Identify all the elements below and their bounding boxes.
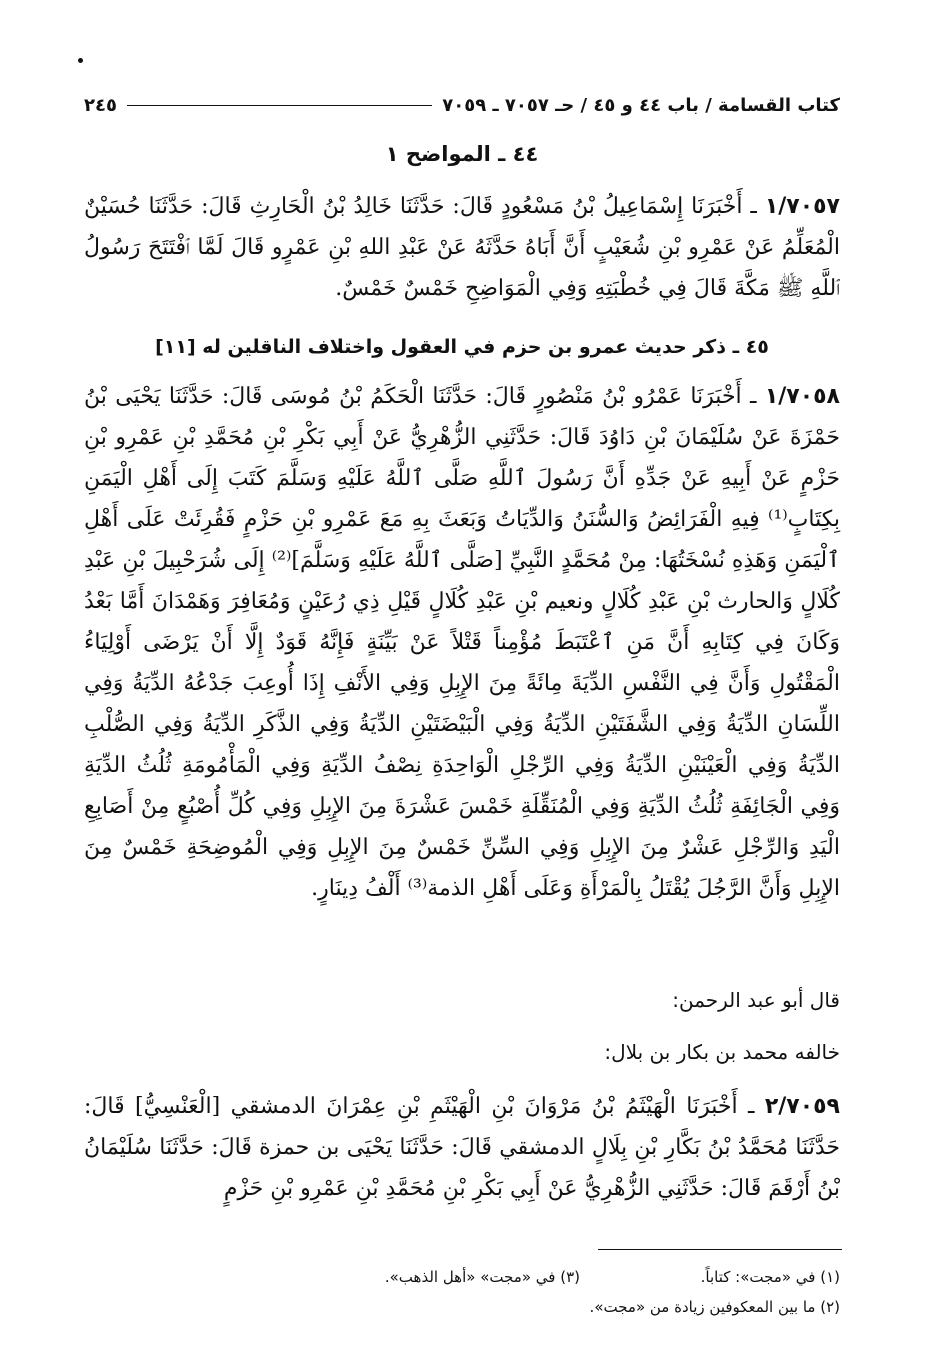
footnote-rule <box>598 1249 842 1250</box>
footnotes <box>84 1262 840 1322</box>
hadith-7057 <box>84 186 840 326</box>
footnote-3: (٣) في «مجت» «أهل الذهب». <box>384 1268 580 1286</box>
divergence-note: خالفه محمد بن بكار بن بلال: <box>604 1040 840 1064</box>
hadith-text: ـ أَخْبَرَنَا عَمْرُو بْنُ مَنْصُورٍ قَالَ: حَدَّثَنَا الْحَكَمُ بْنُ مُوسَى قَالَ: حَدَّثَنَا يَحْيَى بْنُ حَمْزَةَ عَنْ سُلَيْمَانَ بْنِ دَاوُدَ قَالَ: حَدَّثَنِي الزُّهْرِيُّ عَنْ أَبِي بَكْرِ بْنِ مُحَمَّدِ بْنِ عَمْرِو بْنِ حَزْمٍ عَنْ أَبِيهِ عَنْ جَدِّهِ أَنَّ رَسُولَ ٱللَّهِ صَلَّى ٱللَّهُ عَلَيْهِ وَسَلَّمَ كَتَبَ إِلَى أَهْلِ الْيَمَنِ بِكِتَابٍ⁽¹⁾ فِيهِ الْفَرَائِضُ وَالسُّنَنُ وَالدِّيَاتُ وَبَعَثَ بِهِ مَعَ عَمْرِو بْنِ حَزْمٍ فَقُرِئَتْ عَلَى أَهْلِ ٱلْيَمَنِ وَهَذِهِ نُسْخَتُهَا: مِنْ مُحَمَّدٍ النَّبِيِّ [صَلَّى ٱللَّهُ عَلَيْهِ وَسَلَّمَ]⁽²⁾ إِلَى شُرَحْبِيلَ بْنِ عَبْدِ كُلَالٍ وَالحارث بْنِ عَبْدِ كُلَالٍ ونعيم بْنِ عَبْدِ كُلَالٍ قَيْلِ ذِي رُعَيْنٍ وَمُعَافِرَ وَهَمْدَانَ أَمَّا بَعْدُ وَكَانَ فِي كِتَابِهِ أَنَّ مَنِ ٱعْتَبَطَ مُؤْمِناً قَتْلاً عَنْ بَيِّنَةٍ فَإِنَّهُ قَوَدٌ إِلَّا أَنْ يَرْضَى أَوْلِيَاءُ الْمَقْتُولِ وَأَنَّ فِي النَّفْسِ الدِّيَةَ مِائَةً مِنَ الإِبِلِ وَفِي الأَنْفِ إِذَا أُوعِبَ جَدْعُهُ الدِّيَةُ وَفِي اللِّسَانِ الدِّيَةُ وَفِي الشَّفَتَيْنِ الدِّيَةُ وَفِي الْبَيْضَتَيْنِ الدِّيَةُ وَفِي الذَّكَرِ الدِّيَةُ وَفِي الصُّلْبِ الدِّيَةُ وَفِي الْعَيْنَيْنِ الدِّيَةُ وَفِي الرِّجْلِ الْوَاحِدَةِ نِصْفُ الدِّيَةِ وَفِي الْمَأْمُومَةِ ثُلُثُ الدِّيَةِ وَفِي الْجَائِفَةِ ثُلُثُ الدِّيَةِ وَفِي الْمُنَقِّلَةِ خَمْسَ عَشْرَةَ مِنَ الإِبِلِ وَفِي كُلِّ أُصْبُعٍ مِنْ أَصَابِعِ الْيَدِ وَالرِّجْلِ عَشْرٌ مِنَ الإِبِلِ وَفِي السِّنِّ خَمْسٌ مِنَ الإِبِلِ وَفِي الْمُوضِحَةِ خَمْسٌ مِنَ الإِبِلِ وَأَنَّ الرَّجُلَ يُقْتَلُ بِالْمَرْأَةِ وَعَلَى أَهْلِ الذمة⁽³⁾ أَلْفُ دِينَارٍ. <box>84 384 840 901</box>
hadith-7058 <box>84 376 840 986</box>
ink-dot <box>78 58 83 63</box>
chapter-title: ٤٤ ـ المواضح ١ <box>385 142 539 166</box>
author-note: قال أبو عبد الرحمن: <box>672 988 840 1012</box>
hadith-number: ١/٧٠٥٧ <box>764 194 840 219</box>
footnote-2: (٢) ما بين المعكوفين زيادة من «مجت». <box>589 1298 840 1316</box>
footnote-1: (١) في «مجت»: كتاباً. <box>700 1268 840 1286</box>
hadith-7059 <box>84 1086 840 1216</box>
footnote-row <box>84 1292 840 1322</box>
hadith-text: ـ أَخْبَرَنَا إِسْمَاعِيلُ بْنُ مَسْعُودٍ قَالَ: حَدَّثَنَا خَالِدُ بْنُ الْحَارِثِ قَالَ: حَدَّثَنَا حُسَيْنٌ الْمُعَلِّمُ عَنْ عَمْرِو بْنِ شُعَيْبٍ أَنَّ أَبَاهُ حَدَّثَهُ عَنْ عَبْدِ اللهِ بْنِ عَمْرٍو قَالَ لَمَّا ٱفْتَتَحَ رَسُولُ ٱللَّهِ ﷺ مَكَّةَ قَالَ فِي خُطْبَتِهِ وَفِي الْمَوَاضِحِ خَمْسٌ خَمْسٌ. <box>84 194 840 301</box>
header-title: كتاب القسامة / باب ٤٤ و ٤٥ / حـ ٧٠٥٧ ـ ٧٠٥٩ <box>442 94 840 116</box>
footnote-row <box>84 1262 840 1292</box>
page-number: ٢٤٥ <box>84 94 117 116</box>
running-header <box>84 92 840 118</box>
hadith-text: ـ أَخْبَرَنَا الْهَيْثَمُ بْنُ مَرْوَانَ بْنِ الْهَيْثَمِ بْنِ عِمْرَانَ الدمشقي [الْعَنْسِيُّ] قَالَ: حَدَّثَنَا مُحَمَّدُ بْنُ بَكَّارِ بْنِ بِلَالٍ الدمشقي قَالَ: حَدَّثَنَا يَحْيَى بن حمزة قَالَ: حَدَّثَنَا سُلَيْمَانُ بْنُ أَرْقَمَ قَالَ: حَدَّثَنِي الزُّهْرِيُّ عَنْ أَبِي بَكْرِ بْنِ مُحَمَّدِ بْنِ عَمْرِو بْنِ حَزْمٍ <box>84 1094 840 1201</box>
hadith-number: ١/٧٠٥٨ <box>764 384 840 409</box>
hadith-number: ٢/٧٠٥٩ <box>764 1094 840 1119</box>
header-rule <box>127 105 432 106</box>
section-title: ٤٥ ـ ذكر حديث عمرو بن حزم في العقول واختلاف الناقلين له [١١] <box>155 336 769 358</box>
